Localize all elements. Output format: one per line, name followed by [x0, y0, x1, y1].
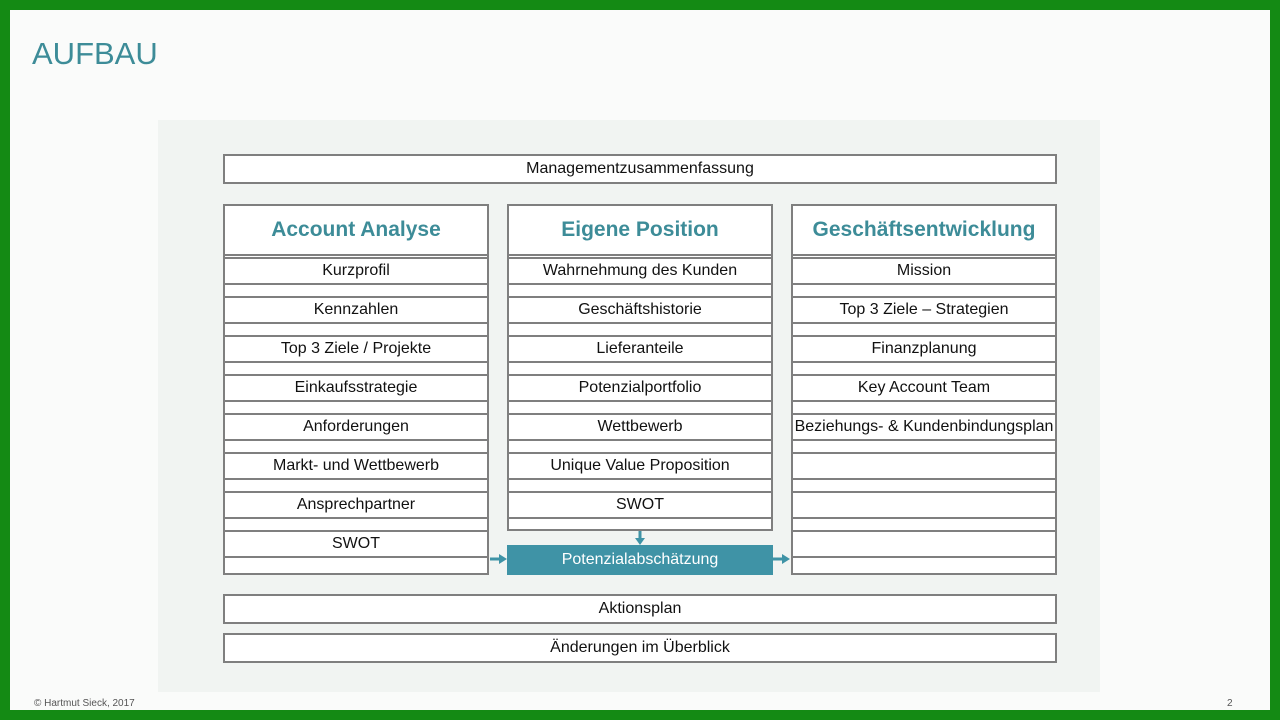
list-item: SWOT — [225, 530, 487, 558]
column-heading: Account Analyse — [225, 206, 487, 256]
action-plan-box: Aktionsplan — [223, 594, 1057, 624]
list-item: SWOT — [509, 491, 771, 519]
management-summary-box: Managementzusammenfassung — [223, 154, 1057, 184]
list-item: Einkaufsstrategie — [225, 374, 487, 402]
list-item: Wettbewerb — [509, 413, 771, 441]
slide — [10, 10, 1270, 710]
list-item: Ansprechpartner — [225, 491, 487, 519]
list-item: Kurzprofil — [225, 257, 487, 285]
list-item: Kennzahlen — [225, 296, 487, 324]
list-item: Mission — [793, 257, 1055, 285]
list-item: Lieferanteile — [509, 335, 771, 363]
list-item: Anforderungen — [225, 413, 487, 441]
list-item: Top 3 Ziele – Strategien — [793, 296, 1055, 324]
list-item: Finanzplanung — [793, 335, 1055, 363]
arrow-head-icon — [499, 554, 507, 564]
list-item: Potenzialportfolio — [509, 374, 771, 402]
arrow-head-icon — [635, 538, 645, 545]
page-number: 2 — [1227, 698, 1233, 709]
potential-assessment-box: Potenzialabschätzung — [507, 545, 773, 575]
column-heading: Geschäftsentwicklung — [793, 206, 1055, 256]
list-item: Top 3 Ziele / Projekte — [225, 335, 487, 363]
list-item: Geschäftshistorie — [509, 296, 771, 324]
slide-title: AUFBAU — [32, 36, 158, 71]
list-item: Unique Value Proposition — [509, 452, 771, 480]
list-item: Wahrnehmung des Kunden — [509, 257, 771, 285]
list-item: Key Account Team — [793, 374, 1055, 402]
list-item: Beziehungs- & Kundenbindungsplan — [793, 413, 1055, 441]
copyright-text: © Hartmut Sieck, 2017 — [34, 698, 135, 709]
list-item: Markt- und Wettbewerb — [225, 452, 487, 480]
column-heading: Eigene Position — [509, 206, 771, 256]
changes-overview-box: Änderungen im Überblick — [223, 633, 1057, 663]
arrow-head-icon — [782, 554, 790, 564]
